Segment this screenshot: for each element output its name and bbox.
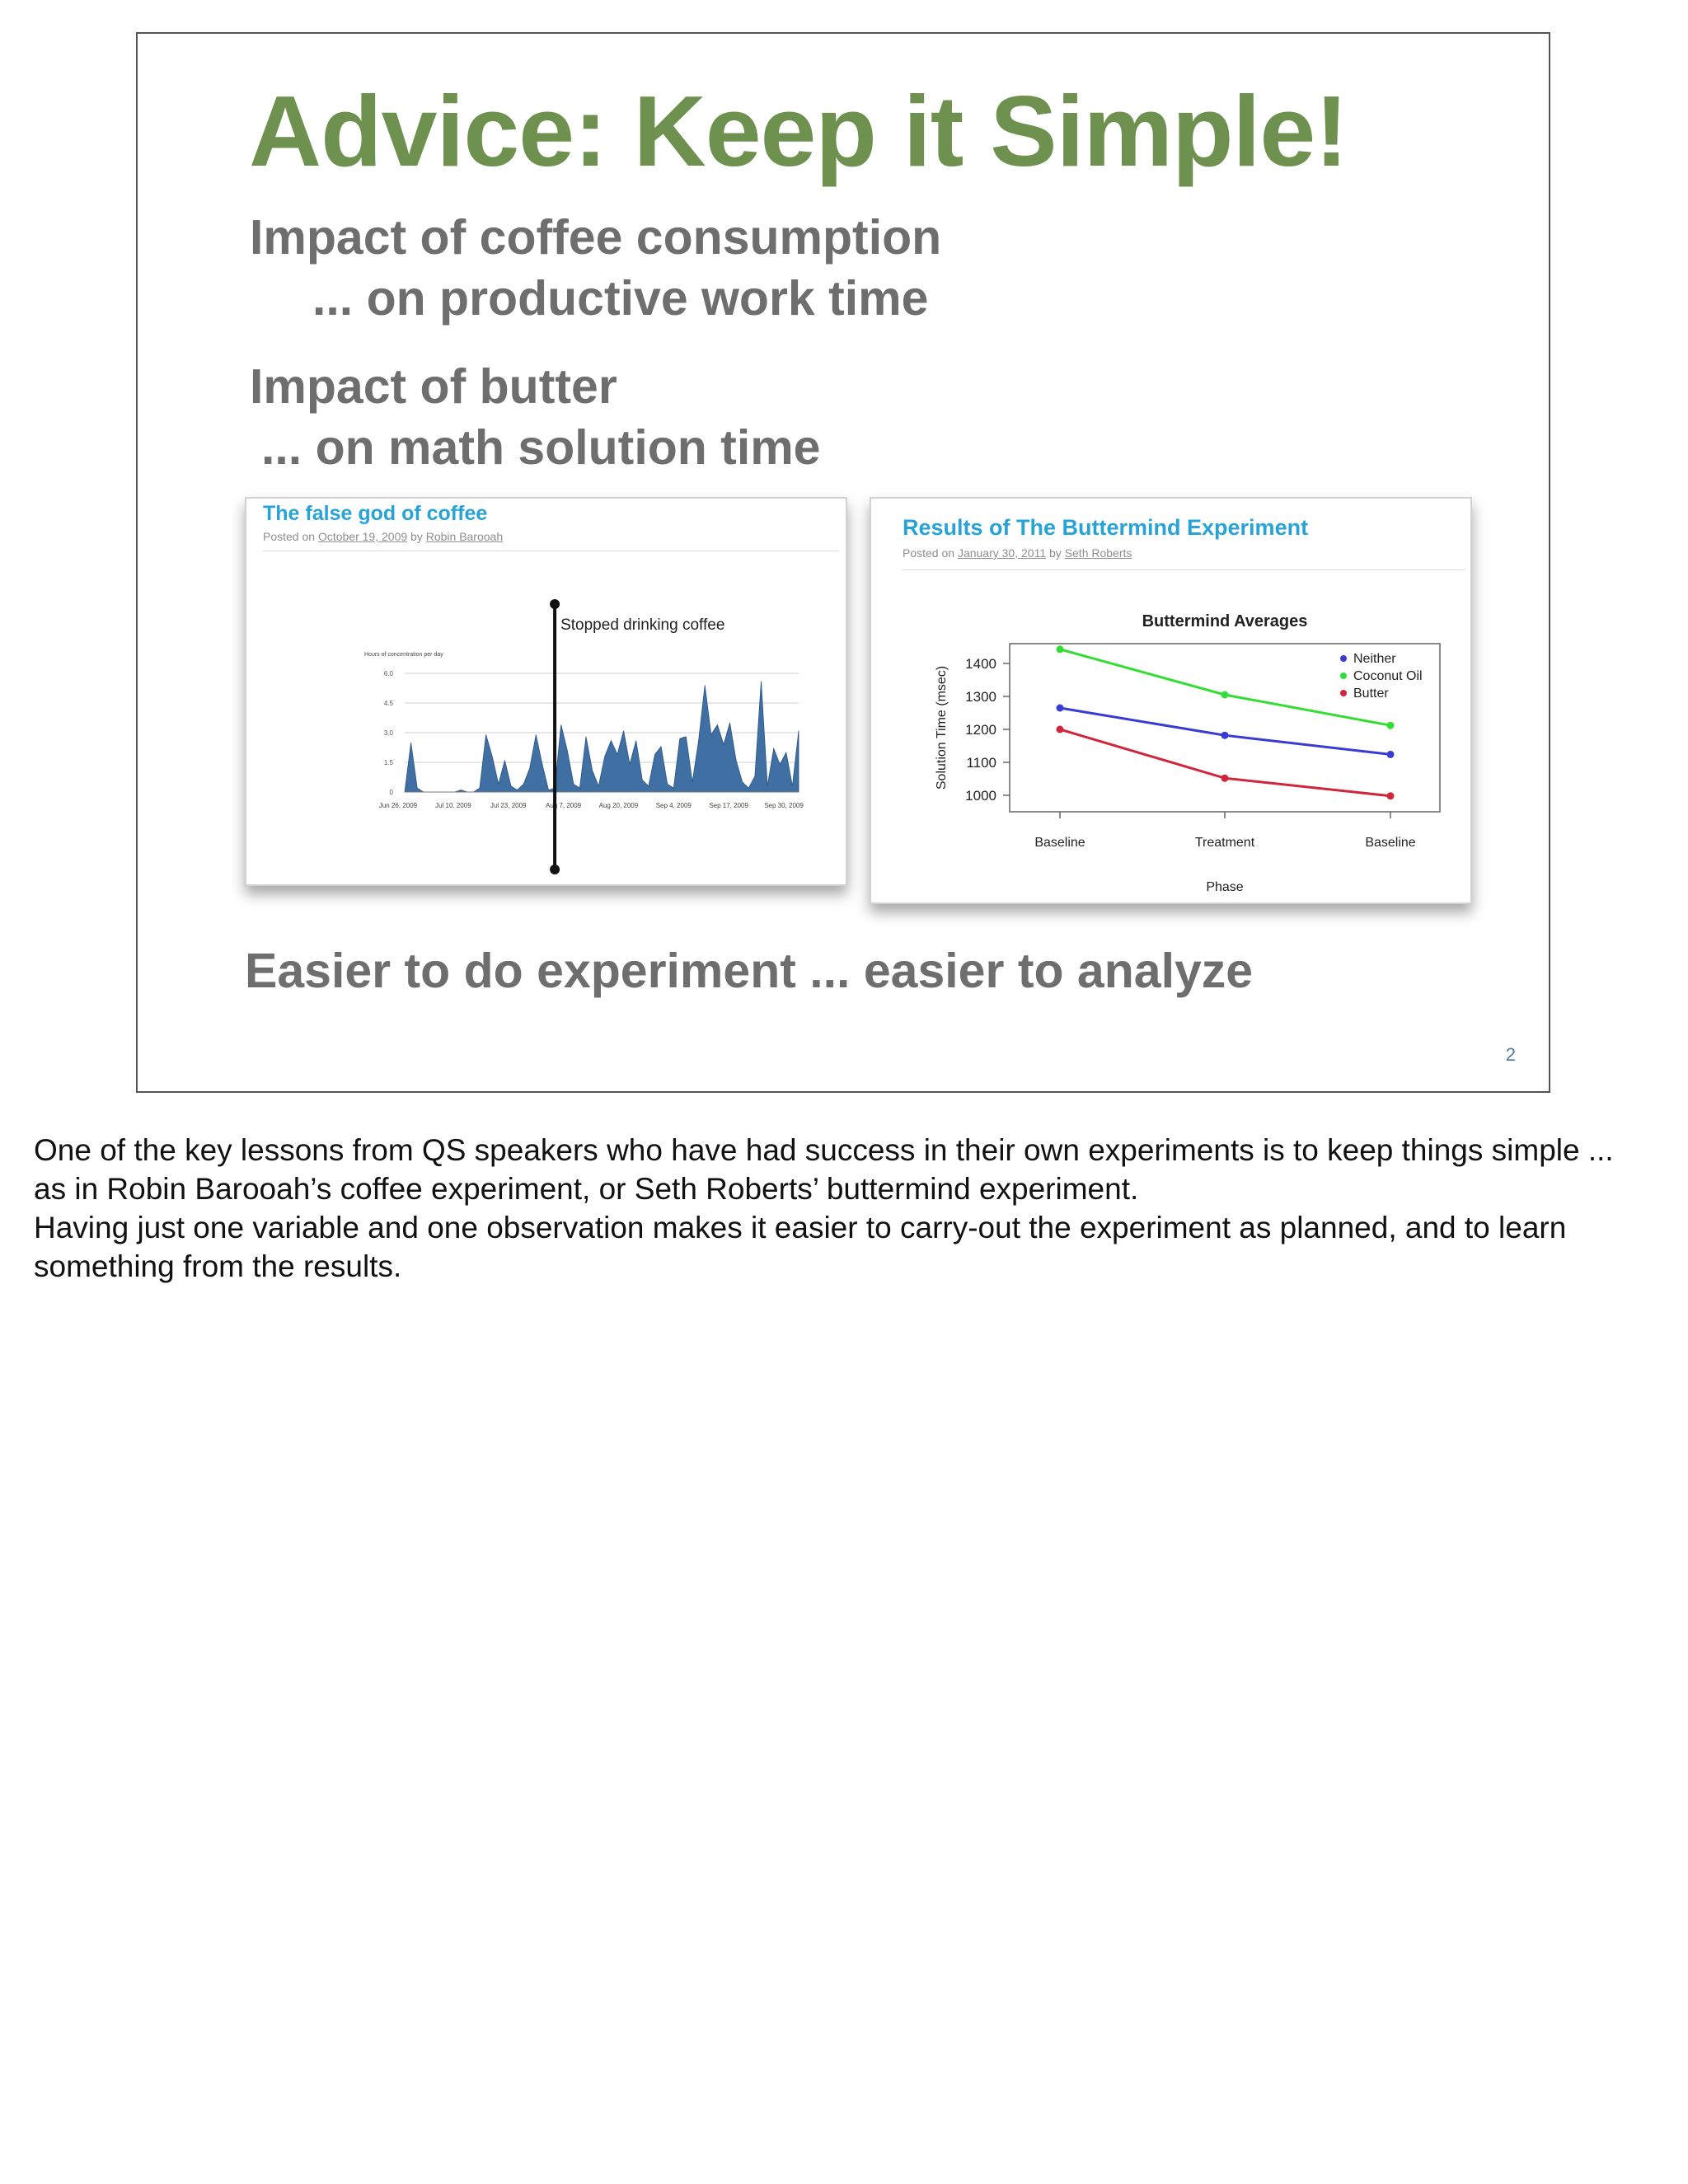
coffee-x-tick-label: Sep 4, 2009 [655, 802, 692, 809]
coffee-x-tick-label: Jun 26, 2009 [378, 802, 418, 809]
coffee-post-meta: Posted on October 19, 2009 by Robin Barooah [263, 530, 504, 543]
butter-legend-label: Neither [1353, 652, 1396, 666]
notes-paragraph-1: One of the key lessons from QS speakers who have had success in their own experiments is to keep things simple ... as in Robin Barooah’s coffee experiment, or Seth Roberts’ buttermind experiment. [34, 1133, 1614, 1206]
butter-legend-label: Butter [1353, 687, 1389, 701]
bullet-coffee-line2: ... on productive work time [312, 271, 929, 326]
butter-data-point [1057, 726, 1064, 733]
butter-post-title: Results of The Buttermind Experiment [903, 515, 1309, 540]
coffee-y-tick-label: 4.5 [383, 700, 393, 707]
butter-x-tick-label: Treatment [1194, 836, 1255, 850]
coffee-chart [246, 499, 846, 884]
butter-y-tick-label: 1000 [965, 788, 996, 804]
coffee-x-tick-label: Jul 10, 2009 [435, 802, 471, 809]
butter-series-line [1060, 708, 1390, 754]
slide-number: 2 [1505, 1044, 1516, 1065]
coffee-post-author-link[interactable]: Robin Barooah [425, 530, 504, 543]
butter-legend-marker [1340, 690, 1347, 696]
butter-y-tick-label: 1100 [966, 755, 996, 771]
coffee-x-tick-label: Sep 17, 2009 [709, 802, 748, 809]
butter-data-point [1387, 751, 1395, 758]
coffee-x-tick-label: Jul 23, 2009 [490, 802, 527, 809]
slide [136, 32, 1550, 1093]
bullet-coffee-line1: Impact of coffee consumption [250, 210, 942, 265]
coffee-y-tick-label: 3.0 [383, 729, 393, 737]
butter-y-tick-label: 1400 [965, 656, 996, 672]
butter-data-point [1221, 691, 1229, 699]
butter-legend-marker [1340, 673, 1347, 679]
coffee-y-tick-label: 6.0 [383, 670, 393, 677]
butter-post-author-link[interactable]: Seth Roberts [1064, 546, 1132, 560]
coffee-post-screenshot [245, 497, 847, 886]
coffee-x-tick-label: Aug 7, 2009 [545, 802, 582, 809]
butter-post-screenshot [870, 497, 1472, 904]
butter-y-tick-label: 1200 [965, 722, 996, 738]
butter-data-point [1057, 705, 1064, 712]
butter-legend-marker [1340, 655, 1347, 662]
coffee-y-tick-label: 1.5 [383, 759, 393, 766]
butter-y-axis-label: Solution Time (msec) [935, 665, 949, 790]
bullet-butter-line1: Impact of butter [250, 359, 617, 414]
coffee-post-title: The false god of coffee [263, 502, 488, 525]
butter-data-point [1057, 645, 1064, 653]
conclusion-text: Easier to do experiment ... easier to analyze [245, 944, 1254, 998]
butter-data-point [1387, 792, 1395, 799]
butter-y-tick-label: 1300 [965, 689, 996, 705]
butter-data-point [1221, 775, 1229, 782]
butter-chart-title: Buttermind Averages [1142, 612, 1308, 630]
butter-series-line [1060, 649, 1390, 725]
notes-paragraph-2: Having just one variable and one observation makes it easier to carry-out the experiment as planned, and to learn something from the results. [34, 1211, 1567, 1283]
speaker-notes [34, 1131, 1649, 1286]
butter-data-point [1221, 732, 1229, 739]
coffee-y-axis-label: Hours of concentration per day [364, 652, 443, 658]
butter-x-tick-label: Baseline [1034, 836, 1085, 850]
coffee-annotation-label: Stopped drinking coffee [560, 616, 725, 634]
butter-chart [871, 499, 1470, 902]
coffee-post-date-link[interactable]: October 19, 2009 [317, 530, 408, 543]
butter-data-point [1387, 722, 1395, 729]
slide-title: Advice: Keep it Simple! [249, 75, 1348, 187]
butter-x-tick-label: Baseline [1365, 836, 1416, 850]
butter-post-meta: Posted on January 30, 2011 by Seth Roberts [903, 546, 1132, 560]
butter-series-line [1060, 729, 1390, 796]
butter-x-axis-label: Phase [1206, 880, 1244, 894]
coffee-x-tick-label: Sep 30, 2009 [764, 802, 804, 809]
coffee-annotation-bottom-dot [550, 865, 560, 874]
coffee-y-tick-label: 0 [389, 789, 393, 796]
butter-post-date-link[interactable]: January 30, 2011 [957, 546, 1047, 560]
butter-legend-label: Coconut Oil [1353, 669, 1423, 683]
bullet-butter-line2: ... on math solution time [261, 420, 821, 475]
coffee-x-tick-label: Aug 20, 2009 [598, 802, 639, 809]
coffee-annotation-top-dot [550, 599, 560, 609]
coffee-area-series [405, 682, 799, 792]
